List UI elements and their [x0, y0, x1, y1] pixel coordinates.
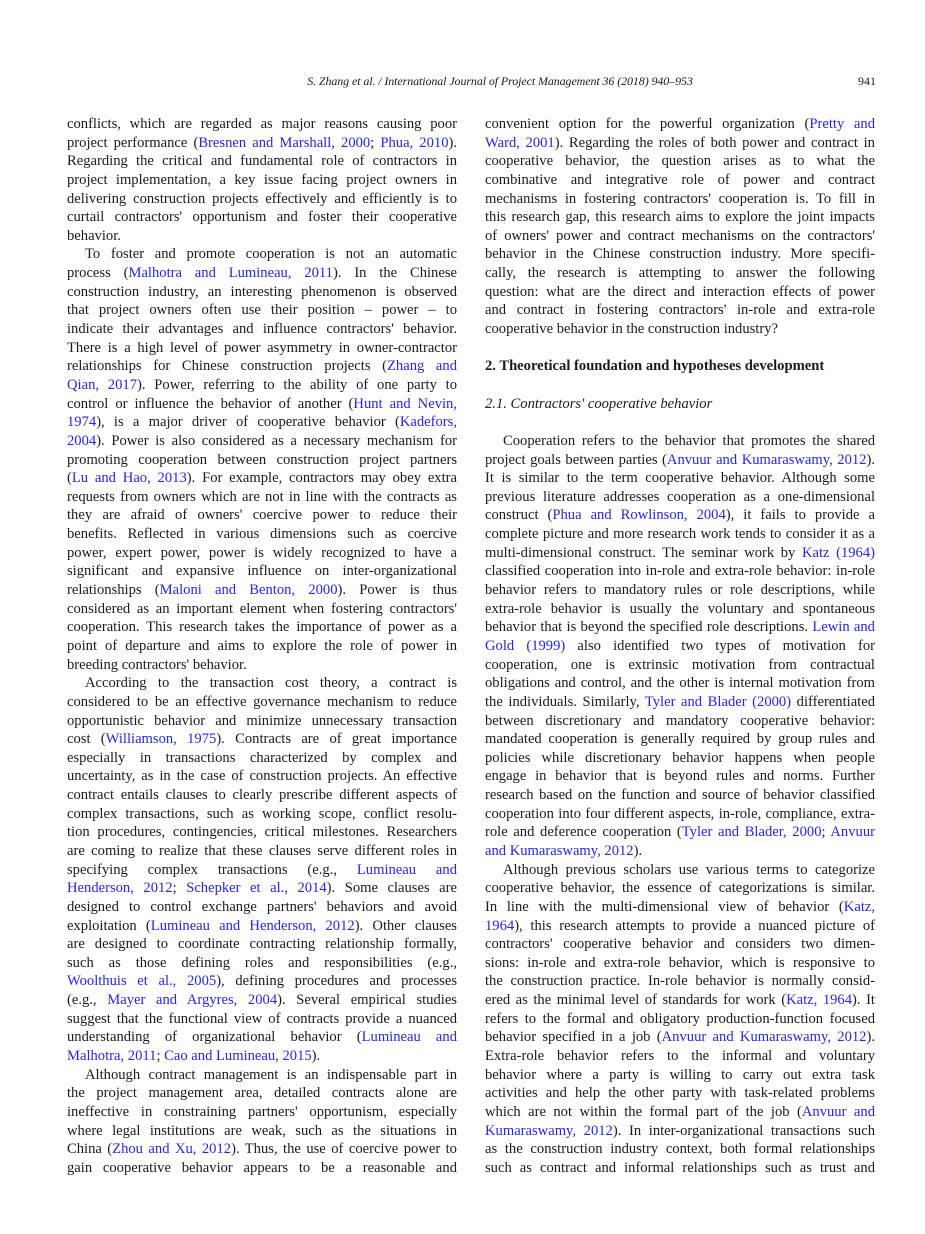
citation-link[interactable]: Mayer and Argyres, 2004 [107, 992, 278, 1009]
text-line: question: what are the direct and interaction effects of power [485, 283, 875, 300]
text-line: extra-role behavior is usually the voluntary and spontaneous [485, 600, 875, 617]
text-line: and Kumaraswamy, 2012). [485, 842, 643, 859]
text-line: cooperation into four different aspects, in-role, compliance, extra- [485, 805, 875, 822]
text-line: cooperative behavior in the construction industry? [485, 321, 779, 338]
running-head: S. Zhang et al. / International Journal of Project Management 36 (2018) 940–953 [307, 74, 693, 88]
text-line: cooperative behavior, the essence of categorizations is similar. [485, 880, 875, 897]
citation-link[interactable]: Malhotra, 2011 [67, 1048, 157, 1065]
text-line: cost (Williamson, 1975). Contracts are of great importance [67, 731, 457, 748]
text-line: the construction practice. In-role behavior is normally consid- [485, 973, 875, 990]
intro-continuation [485, 115, 875, 339]
text-line: Malhotra, 2011; Cao and Lumineau, 2015). [67, 1048, 321, 1065]
text-line: cooperation, one is extrinsic motivation from contractual [485, 656, 875, 673]
text-line: where legal institutions are weak, such as the situations in [67, 1122, 457, 1139]
text-line: such as those defining roles and responsibilities (e.g., [67, 954, 457, 971]
text-line: power, expert power, power is widely recognized to have a [67, 544, 457, 561]
text-line: 1974), is a major driver of cooperative behavior (Kadefors, [67, 414, 457, 431]
text-line: such as contract and informal relationships such as trust and [485, 1159, 875, 1176]
text-line: specifying complex transactions (e.g., Lumineau and [67, 861, 457, 878]
citation-link[interactable]: 1964 [485, 917, 515, 934]
text-line: combinative and integrative role of power and contract [485, 171, 875, 188]
text-line: previous literature addresses cooperation as a one-dimensional [485, 488, 875, 505]
citation-link[interactable]: Anvuur and [801, 1103, 875, 1120]
citation-link[interactable]: Lumineau and [356, 861, 457, 878]
text-line: delivering construction projects effectively and efficiently is to [67, 190, 457, 207]
text-line: suggest that the functional view of contracts provide a nuanced [67, 1010, 457, 1027]
text-line: process (Malhotra and Lumineau, 2011). In the Chinese [67, 265, 457, 282]
text-line: project performance (Bresnen and Marshall, 2000; Phua, 2010). [67, 134, 458, 151]
text-line: conflicts, which are regarded as major reasons causing poor [67, 116, 457, 132]
text-line: convenient option for the powerful organization (Pretty and [485, 116, 875, 132]
text-line: cooperative behavior, the question arises as to what the [485, 153, 875, 170]
text-line: Qian, 2017). Power, referring to the ability of one party to [67, 376, 457, 393]
text-line: behavior. [67, 227, 121, 244]
text-line: role and deference cooperation (Tyler and Blader, 2000; Anvuur [485, 824, 875, 841]
text-line: construction industry, an interesting phenomenon is observed [67, 283, 457, 300]
text-line: behavior where a party is willing to carry out extra task [485, 1066, 875, 1083]
citation-link[interactable]: Kumaraswamy, 2012 [485, 1122, 613, 1139]
text-line: are designed to coordinate contracting relationship formally, [67, 936, 457, 953]
right-column [485, 115, 875, 1178]
text-line: mandated cooperation is generally required by group rules and [485, 731, 875, 748]
text-line: curtail contractors' opportunism and foster their cooperative [67, 209, 457, 226]
text-line: between discretionary and mandatory cooperative behavior: [485, 712, 875, 729]
text-line: 1964), this research attempts to provide a nuanced picture of [485, 917, 875, 934]
text-line: that project owners often use their position – power – to [67, 302, 457, 319]
text-line: Cooperation refers to the behavior that promotes the shared [503, 432, 875, 449]
citation-link[interactable]: Zhou and Xu, 2012 [112, 1141, 232, 1158]
text-line: ered as the minimal level of standards for work (Katz, 1964). It [485, 992, 875, 1009]
text-line: project implementation, a key issue facing project owners in [67, 171, 457, 188]
text-line: Although previous scholars use various terms to categorize [503, 861, 875, 878]
text-line: To foster and promote cooperation is not an automatic [85, 246, 457, 263]
citation-link[interactable]: Tyler and Blader (2000) [644, 693, 792, 710]
citation-link[interactable]: Tyler and Blader, 2000 [681, 824, 822, 841]
citation-link[interactable]: Cao and Lumineau, 2015 [164, 1048, 312, 1065]
text-line: significant and expansive influence on inter-organizational [67, 563, 457, 580]
section-body [485, 432, 875, 1178]
text-line: gain cooperative behavior appears to be a reasonable and [67, 1159, 457, 1176]
text-line: According to the transaction cost theory, a contract is [85, 675, 457, 692]
citation-link[interactable]: Qian, 2017 [67, 376, 137, 393]
text-line: especially in transactions characterized by complex and [67, 749, 457, 766]
text-line: behavior in the Chinese construction industry. More specifi- [485, 246, 875, 263]
text-line: Extra-role behavior refers to the informal and voluntary [485, 1048, 875, 1065]
citation-link[interactable]: Katz, [843, 898, 875, 915]
text-line: Kumaraswamy, 2012). In inter-organizational transactions such [485, 1122, 875, 1139]
text-line: policies while discretionary behavior happens when people [485, 749, 875, 766]
text-line: Ward, 2001). Regarding the roles of both power and contract in [485, 134, 875, 151]
citation-link[interactable]: Kadefors, [399, 414, 457, 431]
text-line: (Lu and Hao, 2013). For example, contractors may obey extra [67, 470, 457, 487]
citation-link[interactable]: Hunt and Nevin, [353, 395, 457, 412]
citation-link[interactable]: Bresnen and Marshall, 2000 [198, 134, 371, 151]
text-line: considered as an important element when fostering contractors' [67, 600, 457, 617]
text-line: which are not within the formal part of the job (Anvuur and [485, 1103, 875, 1120]
page-header [0, 74, 925, 94]
text-line: Although contract management is an indispensable part in [85, 1066, 457, 1083]
text-line: mechanisms in fostering contractors' cooperation is. To fill in [485, 190, 875, 207]
subsection-heading: 2.1. Contractors' cooperative behavior [485, 395, 713, 412]
text-line: research based on the function and source of behavior classified [485, 787, 875, 804]
text-line: relationships for Chinese construction projects (Zhang and [67, 358, 457, 375]
section-heading: 2. Theoretical foundation and hypotheses development [485, 358, 825, 375]
text-line: In line with the multi-dimensional view of behavior (Katz, [485, 898, 875, 915]
text-line: engage in behavior that is beyond rules and norms. Further [485, 768, 875, 785]
citation-link[interactable]: Gold (1999) [485, 637, 566, 654]
text-line: (e.g., Mayer and Argyres, 2004). Several empirical studies [67, 992, 457, 1009]
text-line: China (Zhou and Xu, 2012). Thus, the use of coercive power to [67, 1141, 457, 1158]
text-line: as the construction industry context, both formal relationships [485, 1141, 875, 1158]
citation-link[interactable]: Katz, 1964 [786, 992, 853, 1009]
text-line: point of departure and aims to explore the role of power in [67, 637, 457, 654]
citation-link[interactable]: Lumineau and Henderson, 2012 [150, 917, 355, 934]
text-line: are coming to realize that these clauses serve different roles in [67, 842, 457, 859]
text-line: understanding of organizational behavior (Lumineau and [67, 1029, 458, 1046]
text-line: behavior that is beyond the specified role descriptions. Lewin and [485, 619, 875, 636]
text-line: promoting cooperation between construction project partners [67, 451, 457, 468]
text-line: relationships (Maloni and Benton, 2000). Power is thus [67, 582, 458, 599]
text-line: ineffective in constraining partners' opportunism, especially [67, 1103, 457, 1120]
citation-link[interactable]: Phua, 2010 [380, 134, 449, 151]
citation-link[interactable]: Woolthuis et al., 2005 [67, 973, 217, 990]
text-line: cooperation. This research takes the importance of power as a [67, 619, 457, 636]
text-line: Woolthuis et al., 2005), defining procedures and processes [67, 973, 457, 990]
text-line: Regarding the critical and fundamental role of contractors in [67, 153, 457, 170]
text-line: uncertainty, as in the case of construction projects. An effective [67, 768, 457, 785]
text-line: behavior specified in a job (Anvuur and Kumaraswamy, 2012). [485, 1029, 875, 1046]
text-line: requests from owners which are not in line with the contracts as [67, 488, 457, 505]
text-line: designed to control exchange partners' behaviors and avoid [67, 898, 457, 915]
text-line: It is similar to the term cooperative behavior. Although some [485, 470, 875, 487]
text-line: benefits. Reflected in various dimensions such as coercive [67, 526, 457, 543]
text-line: complex transactions, such as working scope, conflict resolu- [67, 805, 457, 822]
citation-link[interactable]: Henderson, 2012 [67, 880, 173, 897]
citation-link[interactable]: Anvuur and Kumaraswamy, 2012 [661, 1029, 867, 1046]
text-line: multi-dimensional construct. The seminar work by Katz (1964) [485, 544, 875, 561]
text-line: There is a high level of power asymmetry in owner-contractor [67, 339, 457, 356]
citation-link[interactable]: Lewin and [812, 619, 875, 636]
citation-link[interactable]: 2004 [67, 432, 97, 449]
citation-link[interactable]: Phua and Rowlinson, 2004 [552, 507, 726, 524]
citation-link[interactable]: Zhang and [387, 358, 457, 375]
citation-link[interactable]: Lumineau and [361, 1029, 458, 1046]
left-column [67, 115, 457, 1178]
citation-link[interactable]: Anvuur [830, 824, 875, 841]
citation-link[interactable]: Katz (1964) [801, 544, 875, 561]
text-line: complete picture and more research work tends to consider it as a [485, 526, 875, 543]
citation-link[interactable]: 1974 [67, 414, 97, 431]
text-line: construct (Phua and Rowlinson, 2004), it fails to provide a [485, 507, 875, 524]
text-line: opportunistic behavior and minimize unnecessary transaction [67, 712, 457, 729]
text-line: obligations and control, and the other is internal motivation from [485, 675, 875, 692]
text-line: activities and help the other party with task-related problems [485, 1085, 875, 1102]
text-line: exploitation (Lumineau and Henderson, 2012). Other clauses [67, 917, 457, 934]
text-line: Henderson, 2012; Schepker et al., 2014). Some clauses are [67, 880, 457, 897]
citation-link[interactable]: Malhotra and Lumineau, 2011 [128, 265, 333, 282]
text-line: behavior refers to mandatory rules or role descriptions, while [485, 582, 875, 599]
text-line: project goals between parties (Anvuur and Kumaraswamy, 2012). [485, 451, 875, 468]
text-line: considered to be an effective governance mechanism to reduce [67, 693, 457, 710]
text-line: of owners' power and contract mechanisms on the contractors' [485, 227, 875, 244]
text-line: tion procedures, contingencies, critical milestones. Researchers [67, 824, 457, 841]
citation-link[interactable]: Anvuur and Kumaraswamy, 2012 [666, 451, 867, 468]
text-line: the individuals. Similarly, Tyler and Blader (2000) differentiated [485, 693, 875, 710]
citation-link[interactable]: Ward, 2001 [485, 134, 555, 151]
text-line: they are afraid of owners' coercive power to reduce their [67, 507, 457, 524]
text-line: breeding contractors' behavior. [67, 656, 247, 673]
citation-link[interactable]: and Kumaraswamy, 2012 [485, 842, 634, 859]
text-line: this research gap, this research aims to explore the joint impacts [485, 209, 875, 226]
citation-link[interactable]: Maloni and Benton, 2000 [159, 582, 338, 599]
text-line: control or influence the behavior of another (Hunt and Nevin, [67, 395, 457, 412]
text-line: 2004). Power is also considered as a necessary mechanism for [67, 432, 457, 449]
text-line: contract entails clauses to clearly prescribe different aspects of [67, 787, 457, 804]
text-line: cally, the research is attempting to answer the following [485, 265, 875, 282]
text-line: and contract in fostering contractors' in-role and extra-role [485, 302, 875, 319]
text-line: classified cooperation into in-role and extra-role behavior: in-role [485, 563, 875, 580]
text-line: indicate their advantages and influence contractors' behavior. [67, 321, 457, 338]
text-line: contractors' cooperative behavior and considers two dimen- [485, 936, 875, 953]
text-line: Gold (1999) also identified two types of motivation for [485, 637, 875, 654]
text-line: refers to the formal and obligatory production-function focused [485, 1010, 875, 1027]
citation-link[interactable]: Williamson, 1975 [105, 731, 217, 748]
citation-link[interactable]: Lu and Hao, 2013 [71, 470, 187, 487]
citation-link[interactable]: Schepker et al., 2014 [186, 880, 327, 897]
citation-link[interactable]: Pretty and [809, 116, 875, 132]
text-line: the project management area, detailed contracts alone are [67, 1085, 457, 1102]
page-number: 941 [858, 74, 876, 88]
text-line: sions: in-role and extra-role behavior, which is responsive to [485, 954, 875, 971]
